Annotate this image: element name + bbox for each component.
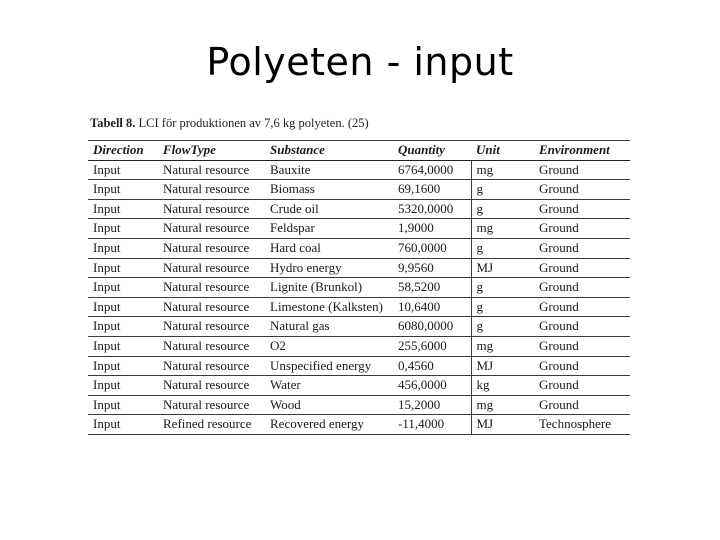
cell-direction: Input (88, 180, 158, 200)
cell-substance: O2 (265, 336, 393, 356)
cell-substance: Water (265, 376, 393, 396)
cell-direction: Input (88, 258, 158, 278)
cell-environment: Ground (534, 297, 630, 317)
cell-quantity: 0,4560 (393, 356, 471, 376)
cell-unit: g (471, 199, 534, 219)
header-unit: Unit (471, 141, 534, 161)
cell-substance: Feldspar (265, 219, 393, 239)
table-body (88, 160, 630, 434)
cell-flowtype: Natural resource (158, 238, 265, 258)
cell-direction: Input (88, 278, 158, 298)
cell-environment: Ground (534, 199, 630, 219)
cell-unit: mg (471, 395, 534, 415)
cell-direction: Input (88, 199, 158, 219)
table-row (88, 356, 630, 376)
cell-substance: Recovered energy (265, 415, 393, 435)
table-caption-label: Tabell 8. (90, 116, 136, 130)
cell-unit: g (471, 297, 534, 317)
cell-quantity: -11,4000 (393, 415, 471, 435)
table-row (88, 395, 630, 415)
cell-unit: MJ (471, 258, 534, 278)
cell-quantity: 456,0000 (393, 376, 471, 396)
cell-flowtype: Natural resource (158, 160, 265, 180)
cell-environment: Ground (534, 180, 630, 200)
cell-flowtype: Natural resource (158, 395, 265, 415)
cell-environment: Ground (534, 336, 630, 356)
table-row (88, 297, 630, 317)
cell-substance: Bauxite (265, 160, 393, 180)
cell-quantity: 15,2000 (393, 395, 471, 415)
table-row (88, 258, 630, 278)
cell-flowtype: Natural resource (158, 317, 265, 337)
table-row (88, 160, 630, 180)
cell-environment: Ground (534, 219, 630, 239)
cell-flowtype: Refined resource (158, 415, 265, 435)
cell-substance: Hard coal (265, 238, 393, 258)
cell-substance: Crude oil (265, 199, 393, 219)
cell-unit: g (471, 238, 534, 258)
cell-direction: Input (88, 219, 158, 239)
table-row (88, 278, 630, 298)
cell-direction: Input (88, 317, 158, 337)
cell-flowtype: Natural resource (158, 278, 265, 298)
cell-environment: Ground (534, 376, 630, 396)
lci-table (88, 140, 630, 435)
cell-flowtype: Natural resource (158, 297, 265, 317)
table-row (88, 415, 630, 435)
cell-unit: g (471, 317, 534, 337)
header-flowtype: FlowType (158, 141, 265, 161)
header-direction: Direction (88, 141, 158, 161)
cell-direction: Input (88, 356, 158, 376)
cell-environment: Technosphere (534, 415, 630, 435)
cell-quantity: 58,5200 (393, 278, 471, 298)
cell-substance: Natural gas (265, 317, 393, 337)
cell-quantity: 5320,0000 (393, 199, 471, 219)
cell-direction: Input (88, 297, 158, 317)
cell-unit: mg (471, 219, 534, 239)
cell-flowtype: Natural resource (158, 336, 265, 356)
cell-flowtype: Natural resource (158, 258, 265, 278)
cell-flowtype: Natural resource (158, 199, 265, 219)
header-substance: Substance (265, 141, 393, 161)
cell-substance: Biomass (265, 180, 393, 200)
cell-quantity: 255,6000 (393, 336, 471, 356)
cell-unit: g (471, 180, 534, 200)
cell-substance: Lignite (Brunkol) (265, 278, 393, 298)
cell-substance: Unspecified energy (265, 356, 393, 376)
table-caption-text: LCI för produktionen av 7,6 kg polyeten. (25) (138, 116, 369, 130)
cell-quantity: 69,1600 (393, 180, 471, 200)
cell-environment: Ground (534, 278, 630, 298)
cell-direction: Input (88, 336, 158, 356)
cell-unit: mg (471, 336, 534, 356)
cell-direction: Input (88, 395, 158, 415)
table-row (88, 376, 630, 396)
cell-direction: Input (88, 160, 158, 180)
header-environment: Environment (534, 141, 630, 161)
cell-quantity: 1,9000 (393, 219, 471, 239)
cell-substance: Wood (265, 395, 393, 415)
cell-flowtype: Natural resource (158, 376, 265, 396)
cell-unit: MJ (471, 356, 534, 376)
cell-direction: Input (88, 238, 158, 258)
cell-substance: Limestone (Kalksten) (265, 297, 393, 317)
cell-environment: Ground (534, 160, 630, 180)
cell-quantity: 760,0000 (393, 238, 471, 258)
cell-flowtype: Natural resource (158, 219, 265, 239)
table-row (88, 238, 630, 258)
table-row (88, 317, 630, 337)
cell-quantity: 6764,0000 (393, 160, 471, 180)
cell-quantity: 10,6400 (393, 297, 471, 317)
cell-unit: mg (471, 160, 534, 180)
cell-direction: Input (88, 376, 158, 396)
cell-environment: Ground (534, 238, 630, 258)
table-row (88, 219, 630, 239)
table-row (88, 336, 630, 356)
cell-quantity: 6080,0000 (393, 317, 471, 337)
table-row (88, 180, 630, 200)
cell-unit: g (471, 278, 534, 298)
cell-unit: kg (471, 376, 534, 396)
table-caption (90, 116, 369, 131)
cell-environment: Ground (534, 317, 630, 337)
slide-title: Polyeten - input (206, 40, 514, 84)
cell-quantity: 9,9560 (393, 258, 471, 278)
cell-unit: MJ (471, 415, 534, 435)
table-header-row (88, 141, 630, 161)
cell-flowtype: Natural resource (158, 356, 265, 376)
cell-substance: Hydro energy (265, 258, 393, 278)
table-row (88, 199, 630, 219)
cell-environment: Ground (534, 258, 630, 278)
header-quantity: Quantity (393, 141, 471, 161)
cell-flowtype: Natural resource (158, 180, 265, 200)
cell-environment: Ground (534, 395, 630, 415)
lci-table-container (88, 140, 630, 435)
cell-environment: Ground (534, 356, 630, 376)
cell-direction: Input (88, 415, 158, 435)
